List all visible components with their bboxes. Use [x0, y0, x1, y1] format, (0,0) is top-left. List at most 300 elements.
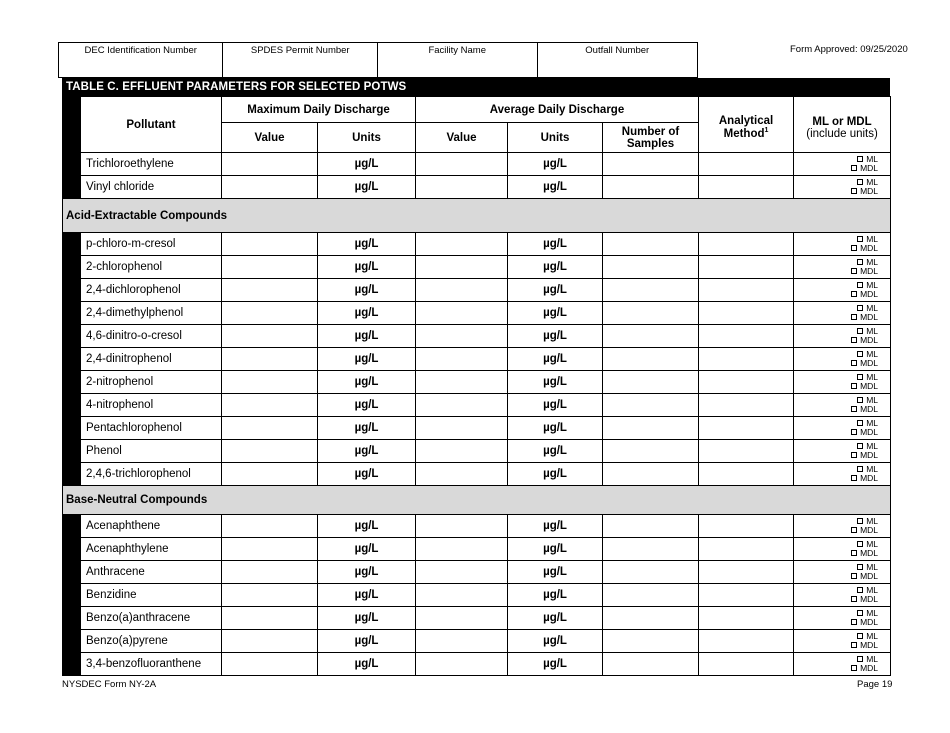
ml-label: ML [866, 177, 879, 187]
row-bar [63, 97, 81, 153]
analytical-method-input[interactable] [699, 607, 794, 630]
avg-value-input[interactable] [416, 538, 508, 561]
pollutant-name: Acenaphthylene [81, 538, 222, 561]
mdl-option[interactable] [851, 358, 878, 368]
pollutant-name: 2,4-dichlorophenol [81, 279, 222, 302]
pollutant-name: Phenol [81, 440, 222, 463]
max-units: µg/L [318, 348, 416, 371]
mdl-label: MDL [860, 266, 879, 276]
avg-value-input[interactable] [416, 153, 508, 176]
ml-label: ML [866, 516, 879, 526]
pollutant-name: 4-nitrophenol [81, 394, 222, 417]
analytical-method-input[interactable] [699, 463, 794, 486]
max-units: µg/L [318, 256, 416, 279]
analytical-method-input[interactable] [699, 325, 794, 348]
pollutant-name: 2-chlorophenol [81, 256, 222, 279]
ml-mdl-choice [794, 176, 891, 199]
mdl-option[interactable] [851, 289, 878, 299]
max-units: µg/L [318, 515, 416, 538]
analytical-method-input[interactable] [699, 417, 794, 440]
avg-value-input[interactable] [416, 440, 508, 463]
row-bar [63, 153, 81, 176]
max-value-input[interactable] [222, 279, 318, 302]
section-heading-row [63, 486, 891, 515]
mdl-label: MDL [860, 163, 879, 173]
analytical-method-input[interactable] [699, 630, 794, 653]
avg-units: µg/L [508, 584, 603, 607]
analytical-method-input[interactable] [699, 279, 794, 302]
mdl-checkbox[interactable] [851, 573, 857, 579]
avg-value-input[interactable] [416, 607, 508, 630]
table-row [63, 279, 891, 302]
footnote-marker: 1 [764, 127, 769, 135]
col-avg-value: Value [416, 123, 508, 153]
avg-value-input[interactable] [416, 233, 508, 256]
max-value-input[interactable] [222, 417, 318, 440]
analytical-method-input[interactable] [699, 515, 794, 538]
avg-value-input[interactable] [416, 653, 508, 676]
max-value-input[interactable] [222, 584, 318, 607]
avg-value-input[interactable] [416, 630, 508, 653]
max-value-input[interactable] [222, 463, 318, 486]
ml-checkbox[interactable] [857, 587, 863, 593]
ml-checkbox[interactable] [857, 656, 863, 662]
samples-input[interactable] [603, 653, 699, 676]
ml-mdl-choice [794, 440, 891, 463]
mdl-label: MDL [860, 404, 879, 414]
max-units: µg/L [318, 176, 416, 199]
ml-checkbox[interactable] [857, 351, 863, 357]
pollutant-name: Pentachlorophenol [81, 417, 222, 440]
mdl-label: MDL [860, 617, 879, 627]
ml-checkbox[interactable] [857, 564, 863, 570]
max-value-input[interactable] [222, 653, 318, 676]
ml-label: ML [866, 441, 879, 451]
ml-checkbox[interactable] [857, 236, 863, 242]
mdl-checkbox[interactable] [851, 550, 857, 556]
outfall-number-field[interactable]: Outfall Number [585, 45, 650, 56]
mdl-label: MDL [860, 381, 879, 391]
row-bar [63, 256, 81, 279]
samples-input[interactable] [603, 417, 699, 440]
mdl-option[interactable] [851, 525, 878, 535]
avg-units: µg/L [508, 279, 603, 302]
ml-checkbox[interactable] [857, 610, 863, 616]
ml-checkbox[interactable] [857, 282, 863, 288]
col-avg-units: Units [508, 123, 603, 153]
mdl-option[interactable] [851, 617, 878, 627]
samples-input[interactable] [603, 256, 699, 279]
samples-input[interactable] [603, 302, 699, 325]
col-max-daily: Maximum Daily Discharge [222, 97, 416, 123]
analytical-method-input[interactable] [699, 233, 794, 256]
avg-value-input[interactable] [416, 176, 508, 199]
table-row [63, 153, 891, 176]
avg-value-input[interactable] [416, 463, 508, 486]
samples-input[interactable] [603, 630, 699, 653]
mdl-checkbox[interactable] [851, 619, 857, 625]
mdl-checkbox[interactable] [851, 527, 857, 533]
analytical-method-input[interactable] [699, 561, 794, 584]
max-value-input[interactable] [222, 538, 318, 561]
avg-value-input[interactable] [416, 584, 508, 607]
samples-input[interactable] [603, 463, 699, 486]
samples-input[interactable] [603, 515, 699, 538]
max-units: µg/L [318, 653, 416, 676]
ml-checkbox[interactable] [857, 259, 863, 265]
ml-mdl-choice [794, 653, 891, 676]
samples-input[interactable] [603, 538, 699, 561]
row-bar [63, 538, 81, 561]
max-units: µg/L [318, 302, 416, 325]
table-row [63, 515, 891, 538]
samples-input[interactable] [603, 325, 699, 348]
max-units: µg/L [318, 607, 416, 630]
mdl-label: MDL [860, 289, 879, 299]
ml-checkbox[interactable] [857, 420, 863, 426]
max-value-input[interactable] [222, 440, 318, 463]
pollutant-name: 2,4-dinitrophenol [81, 348, 222, 371]
ml-mdl-choice [794, 371, 891, 394]
avg-value-input[interactable] [416, 348, 508, 371]
mdl-option[interactable] [851, 266, 878, 276]
avg-value-input[interactable] [416, 325, 508, 348]
dec-id-field[interactable]: DEC Identification Number [59, 43, 223, 77]
analytical-method-input[interactable] [699, 348, 794, 371]
max-value-input[interactable] [222, 256, 318, 279]
mdl-option[interactable] [851, 663, 878, 673]
pollutant-name: Trichloroethylene [81, 153, 222, 176]
pollutant-name: Vinyl chloride [81, 176, 222, 199]
max-value-input[interactable] [222, 348, 318, 371]
avg-units: µg/L [508, 233, 603, 256]
mdl-checkbox[interactable] [851, 314, 857, 320]
pollutant-name: Benzo(a)anthracene [81, 607, 222, 630]
avg-units: µg/L [508, 607, 603, 630]
include-units-label: (include units) [806, 127, 878, 140]
table-row [63, 584, 891, 607]
form-name: NYSDEC Form NY-2A [62, 679, 157, 690]
analytical-method-input[interactable] [699, 394, 794, 417]
samples-input[interactable] [603, 561, 699, 584]
row-bar [63, 325, 81, 348]
ml-mdl-choice [794, 233, 891, 256]
effluent-table [62, 96, 891, 676]
ml-checkbox[interactable] [857, 443, 863, 449]
max-value-input[interactable] [222, 302, 318, 325]
facility-name-field[interactable]: Facility Name [378, 43, 538, 77]
ml-checkbox[interactable] [857, 466, 863, 472]
ml-checkbox[interactable] [857, 374, 863, 380]
mdl-checkbox[interactable] [851, 596, 857, 602]
samples-label: Samples [626, 137, 675, 150]
col-max-units: Units [318, 123, 416, 153]
row-bar [63, 394, 81, 417]
row-bar [63, 630, 81, 653]
ml-checkbox[interactable] [857, 305, 863, 311]
pollutant-name: Benzidine [81, 584, 222, 607]
mdl-checkbox[interactable] [851, 291, 857, 297]
table-row [63, 463, 891, 486]
mdl-option[interactable] [851, 186, 878, 196]
max-units: µg/L [318, 233, 416, 256]
row-bar [63, 515, 81, 538]
ml-label: ML [866, 349, 879, 359]
max-value-input[interactable] [222, 153, 318, 176]
ml-checkbox[interactable] [857, 518, 863, 524]
samples-input[interactable] [603, 153, 699, 176]
table-row [63, 653, 891, 676]
ml-checkbox[interactable] [857, 156, 863, 162]
max-units: µg/L [318, 630, 416, 653]
mdl-checkbox[interactable] [851, 360, 857, 366]
mdl-label: MDL [860, 427, 879, 437]
mdl-label: MDL [860, 358, 879, 368]
table-row [63, 256, 891, 279]
mdl-option[interactable] [851, 243, 878, 253]
analytical-method-input[interactable] [699, 538, 794, 561]
ml-label: ML [866, 585, 879, 595]
mdl-label: MDL [860, 335, 879, 345]
form-approved-date: Form Approved: 09/25/2020 [790, 44, 908, 55]
page-number: Page 19 [857, 679, 893, 690]
mdl-label: MDL [860, 571, 879, 581]
header-fields [58, 42, 698, 78]
mdl-checkbox[interactable] [851, 665, 857, 671]
max-units: µg/L [318, 325, 416, 348]
pollutant-name: p-chloro-m-cresol [81, 233, 222, 256]
row-bar [63, 279, 81, 302]
row-bar [63, 371, 81, 394]
row-bar [63, 348, 81, 371]
mdl-checkbox[interactable] [851, 475, 857, 481]
avg-value-input[interactable] [416, 302, 508, 325]
mdl-label: MDL [860, 525, 879, 535]
avg-units: µg/L [508, 176, 603, 199]
max-units: µg/L [318, 538, 416, 561]
avg-value-input[interactable] [416, 371, 508, 394]
samples-input[interactable] [603, 348, 699, 371]
mdl-option[interactable] [851, 427, 878, 437]
table-row [63, 233, 891, 256]
pollutant-name: Anthracene [81, 561, 222, 584]
analytical-method-input[interactable] [699, 371, 794, 394]
mdl-checkbox[interactable] [851, 337, 857, 343]
mdl-label: MDL [860, 186, 879, 196]
ml-mdl-choice [794, 515, 891, 538]
avg-units: µg/L [508, 348, 603, 371]
row-bar [63, 463, 81, 486]
ml-mdl-choice [794, 256, 891, 279]
max-units: µg/L [318, 584, 416, 607]
row-bar [63, 440, 81, 463]
mdl-option[interactable] [851, 473, 878, 483]
avg-units: µg/L [508, 394, 603, 417]
ml-checkbox[interactable] [857, 541, 863, 547]
analytical-method-input[interactable] [699, 256, 794, 279]
mdl-option[interactable] [851, 163, 878, 173]
samples-input[interactable] [603, 394, 699, 417]
mdl-label: MDL [860, 640, 879, 650]
mdl-option[interactable] [851, 381, 878, 391]
section-heading: Base-Neutral Compounds [63, 486, 891, 515]
pollutant-name: 3,4-benzofluoranthene [81, 653, 222, 676]
max-units: µg/L [318, 279, 416, 302]
avg-value-input[interactable] [416, 515, 508, 538]
avg-value-input[interactable] [416, 417, 508, 440]
max-units: µg/L [318, 463, 416, 486]
row-bar [63, 653, 81, 676]
samples-input[interactable] [603, 176, 699, 199]
table-row [63, 302, 891, 325]
avg-units: µg/L [508, 653, 603, 676]
samples-input[interactable] [603, 371, 699, 394]
table-row [63, 348, 891, 371]
max-value-input[interactable] [222, 630, 318, 653]
mdl-checkbox[interactable] [851, 245, 857, 251]
max-value-input[interactable] [222, 607, 318, 630]
avg-units: µg/L [508, 515, 603, 538]
max-units: µg/L [318, 153, 416, 176]
table-row [63, 417, 891, 440]
ml-mdl-choice [794, 584, 891, 607]
avg-units: µg/L [508, 325, 603, 348]
row-bar [63, 584, 81, 607]
avg-value-input[interactable] [416, 561, 508, 584]
analytical-method-input[interactable] [699, 153, 794, 176]
ml-checkbox[interactable] [857, 397, 863, 403]
col-number-of-samples [603, 123, 699, 153]
pollutant-name: 2,4,6-trichlorophenol [81, 463, 222, 486]
mdl-option[interactable] [851, 312, 878, 322]
analytical-method-input[interactable] [699, 302, 794, 325]
section-heading-row [63, 199, 891, 233]
row-bar [63, 233, 81, 256]
table-row [63, 538, 891, 561]
mdl-label: MDL [860, 312, 879, 322]
ml-mdl-choice [794, 348, 891, 371]
mdl-option[interactable] [851, 571, 878, 581]
analytical-method-input[interactable] [699, 653, 794, 676]
mdl-option[interactable] [851, 548, 878, 558]
mdl-checkbox[interactable] [851, 452, 857, 458]
ml-checkbox[interactable] [857, 179, 863, 185]
ml-mdl-choice [794, 607, 891, 630]
samples-input[interactable] [603, 440, 699, 463]
analytical-method-input[interactable] [699, 584, 794, 607]
ml-label: ML [866, 257, 879, 267]
max-value-input[interactable] [222, 325, 318, 348]
mdl-label: MDL [860, 243, 879, 253]
mdl-option[interactable] [851, 335, 878, 345]
table-row [63, 394, 891, 417]
ml-checkbox[interactable] [857, 328, 863, 334]
ml-mdl-choice [794, 463, 891, 486]
ml-mdl-choice [794, 538, 891, 561]
samples-input[interactable] [603, 607, 699, 630]
max-value-input[interactable] [222, 515, 318, 538]
spdes-permit-field[interactable]: SPDES Permit Number [223, 43, 378, 77]
mdl-option[interactable] [851, 594, 878, 604]
ml-label: ML [866, 154, 879, 164]
ml-label: ML [866, 464, 879, 474]
ml-mdl-choice [794, 325, 891, 348]
ml-mdl-choice [794, 279, 891, 302]
avg-units: µg/L [508, 538, 603, 561]
mdl-option[interactable] [851, 404, 878, 414]
mdl-checkbox[interactable] [851, 165, 857, 171]
avg-value-input[interactable] [416, 279, 508, 302]
col-analytical-method [699, 97, 794, 153]
ml-label: ML [866, 372, 879, 382]
samples-input[interactable] [603, 233, 699, 256]
avg-units: µg/L [508, 417, 603, 440]
max-value-input[interactable] [222, 394, 318, 417]
analytical-method-input[interactable] [699, 440, 794, 463]
ml-label: ML [866, 303, 879, 313]
max-value-input[interactable] [222, 561, 318, 584]
ml-label: ML [866, 326, 879, 336]
ml-label: ML [866, 654, 879, 664]
mdl-checkbox[interactable] [851, 188, 857, 194]
ml-label: ML [866, 539, 879, 549]
number-of-label: Number of [621, 125, 680, 138]
mdl-option[interactable] [851, 640, 878, 650]
mdl-label: MDL [860, 548, 879, 558]
max-units: µg/L [318, 561, 416, 584]
max-units: µg/L [318, 371, 416, 394]
pollutant-name: 2-nitrophenol [81, 371, 222, 394]
col-max-value: Value [222, 123, 318, 153]
mdl-checkbox[interactable] [851, 268, 857, 274]
max-value-input[interactable] [222, 371, 318, 394]
analytical-method-input[interactable] [699, 176, 794, 199]
pollutant-name: Acenaphthene [81, 515, 222, 538]
samples-input[interactable] [603, 584, 699, 607]
col-ml-mdl [794, 97, 891, 153]
method-label: Method [723, 127, 765, 140]
mdl-checkbox[interactable] [851, 406, 857, 412]
max-units: µg/L [318, 394, 416, 417]
avg-value-input[interactable] [416, 256, 508, 279]
ml-checkbox[interactable] [857, 633, 863, 639]
table-row [63, 607, 891, 630]
mdl-checkbox[interactable] [851, 429, 857, 435]
mdl-checkbox[interactable] [851, 642, 857, 648]
max-units: µg/L [318, 417, 416, 440]
ml-mdl-choice [794, 302, 891, 325]
avg-value-input[interactable] [416, 394, 508, 417]
ml-label: ML [866, 418, 879, 428]
table-row [63, 561, 891, 584]
analytical-label: Analytical [718, 115, 774, 128]
max-units: µg/L [318, 440, 416, 463]
ml-mdl-choice [794, 394, 891, 417]
avg-units: µg/L [508, 463, 603, 486]
mdl-label: MDL [860, 663, 879, 673]
max-value-input[interactable] [222, 233, 318, 256]
max-value-input[interactable] [222, 176, 318, 199]
ml-mdl-label: ML or MDL [812, 115, 872, 128]
col-pollutant: Pollutant [81, 97, 222, 153]
mdl-option[interactable] [851, 450, 878, 460]
row-bar [63, 561, 81, 584]
ml-label: ML [866, 280, 879, 290]
samples-input[interactable] [603, 279, 699, 302]
mdl-checkbox[interactable] [851, 383, 857, 389]
mdl-label: MDL [860, 473, 879, 483]
ml-mdl-choice [794, 417, 891, 440]
